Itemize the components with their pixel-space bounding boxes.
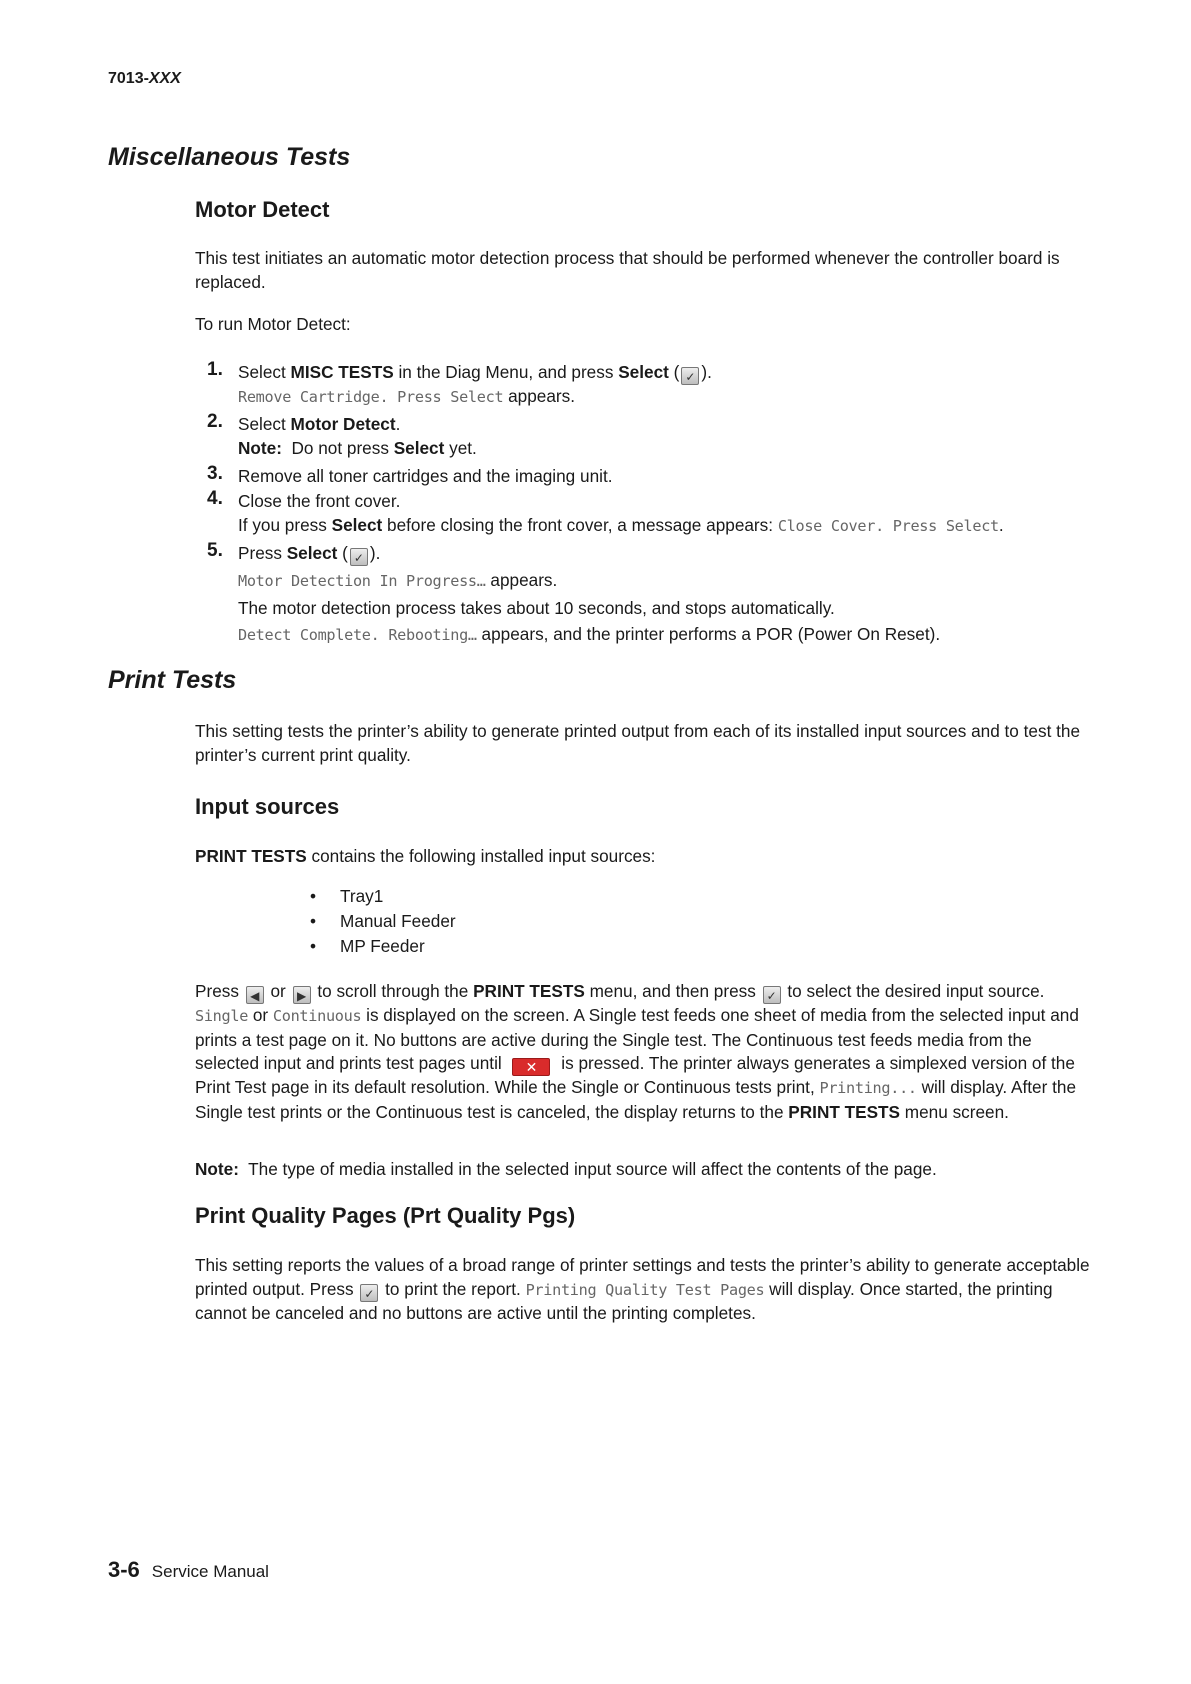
step-text: appears. (485, 570, 558, 590)
note-label: Note: (195, 1159, 239, 1179)
key-name: Select (286, 543, 338, 563)
note-text: yet. (444, 437, 477, 458)
lead-text: contains the following installed input sources: (306, 846, 656, 866)
menu-name: PRINT TESTS (788, 1101, 901, 1122)
text: or (248, 1005, 273, 1025)
input-sources-lead (195, 845, 1085, 869)
step-text: Select (238, 362, 291, 382)
check-key-icon: ✓ (360, 1284, 378, 1302)
step-text: appears. (503, 386, 575, 406)
check-key-icon: ✓ (763, 986, 781, 1004)
page-header (108, 70, 181, 88)
step-text: appears, and the printer performs a POR (Power On Reset). (476, 624, 941, 644)
step-5 (195, 542, 1095, 648)
note-text: The type of media installed in the selected input source will affect the contents of the page. (238, 1159, 937, 1179)
note-label: Note: (238, 437, 282, 458)
input-sources-description (195, 980, 1095, 1124)
step-number: 1. (207, 359, 223, 380)
step-text: The motor detection process takes about 10 seconds, and stops automatically. (238, 597, 835, 618)
menu-name: PRINT TESTS (195, 846, 307, 866)
motor-detect-intro: This test initiates an automatic motor detection process that should be performed whenever the controller board is replaced. (195, 248, 1060, 292)
section-title-print-tests: Print Tests (108, 666, 237, 694)
lcd-message: Single (195, 1007, 249, 1025)
input-source-list (310, 884, 456, 959)
model-suffix: XXX (148, 70, 181, 87)
text: is pressed. The printer always generates a simplexed version of the Print Test page in its default resolution. While the Single or Continuous tests print, (195, 1053, 1075, 1097)
list-item: • MP Feeder (310, 934, 456, 959)
step-text: in the Diag Menu, and press (393, 362, 619, 382)
key-name: Select (331, 514, 383, 535)
step-number: 5. (207, 540, 223, 561)
text: is displayed on the screen. A Single test feeds one sheet of media from the selected input and prints a test page on it. No buttons are active during the Single test. The Continuous test feeds media from the selected input and prints test pages until (195, 1005, 1079, 1073)
motor-detect-to-run: To run Motor Detect: (195, 314, 351, 334)
lcd-message: Close Cover. Press Select (777, 516, 999, 535)
input-sources-note (195, 1158, 1095, 1182)
step-text: ). (369, 543, 381, 563)
section-title-misc: Miscellaneous Tests (108, 143, 351, 171)
lcd-message: Printing... (819, 1079, 917, 1097)
print-quality-description (195, 1254, 1095, 1326)
lcd-message: Printing Quality Test Pages (525, 1280, 765, 1299)
key-name: Select (393, 437, 445, 458)
text: will display. Once started, the printing cannot be canceled and no buttons are active until the printing completes. (195, 1278, 1053, 1323)
lcd-message: Detect Complete. Rebooting… (238, 626, 477, 644)
step-number: 3. (207, 463, 223, 484)
stop-x-key-icon: ✕ (512, 1058, 550, 1076)
step-text: Press (238, 543, 287, 563)
lcd-message: Motor Detection In Progress… (238, 572, 486, 590)
lcd-message: Remove Cartridge. Press Select (238, 388, 504, 406)
step-text: Select (238, 414, 291, 434)
step-text: ). (701, 362, 712, 382)
step-2 (195, 413, 1095, 460)
manual-title: Service Manual (151, 1562, 269, 1581)
model-prefix: 7013- (108, 70, 149, 87)
menu-name: PRINT TESTS (473, 981, 585, 1001)
lcd-message: Continuous (272, 1007, 362, 1025)
list-item: • Manual Feeder (310, 909, 456, 934)
text: to scroll through the (312, 981, 474, 1001)
step-4 (195, 490, 1095, 538)
page-footer (108, 1557, 269, 1583)
text: menu screen. (900, 1101, 1009, 1122)
step-text: ( (668, 362, 680, 382)
step-text: . (998, 514, 1004, 535)
right-arrow-key-icon: ▶ (293, 986, 311, 1004)
page-number: 3-6 (108, 1557, 140, 1582)
step-text: Remove all toner cartridges and the imaging unit. (238, 466, 613, 486)
step-1 (195, 361, 1095, 410)
heading-input-sources: Input sources (195, 794, 340, 819)
note-text: Do not press (281, 437, 394, 458)
text: will display. After the Single test prints or the Continuous test is canceled, the display returns to the (195, 1077, 1076, 1122)
text: This setting reports the values of a broad range of printer settings and tests the printer’s ability to generate acceptable printed output. Press (195, 1255, 1090, 1299)
text: menu, and then press (584, 981, 761, 1001)
list-item: • Tray1 (310, 884, 456, 909)
check-key-icon: ✓ (681, 367, 699, 385)
text: Press (195, 981, 244, 1001)
key-name: Select (618, 362, 669, 382)
step-text: . (395, 414, 401, 434)
step-text: Close the front cover. (238, 491, 401, 511)
check-key-icon: ✓ (350, 548, 368, 566)
menu-name: MISC TESTS (290, 362, 394, 382)
heading-print-quality-pages: Print Quality Pages (Prt Quality Pgs) (195, 1203, 576, 1228)
print-tests-intro: This setting tests the printer’s ability to generate printed output from each of its installed input sources and to test the printer’s current print quality. (195, 721, 1081, 765)
text: or (265, 981, 291, 1001)
step-number: 2. (207, 411, 223, 432)
step-text: If you press (238, 514, 332, 535)
step-number: 4. (207, 488, 223, 509)
menu-item-name: Motor Detect (290, 414, 396, 434)
heading-motor-detect: Motor Detect (195, 197, 330, 222)
left-arrow-key-icon: ◀ (246, 986, 264, 1004)
text: to select the desired input source. (782, 981, 1045, 1001)
text: to print the report. (380, 1278, 526, 1299)
step-3 (195, 465, 1095, 489)
step-text: ( (337, 543, 348, 563)
step-text: before closing the front cover, a message appears: (382, 514, 778, 535)
